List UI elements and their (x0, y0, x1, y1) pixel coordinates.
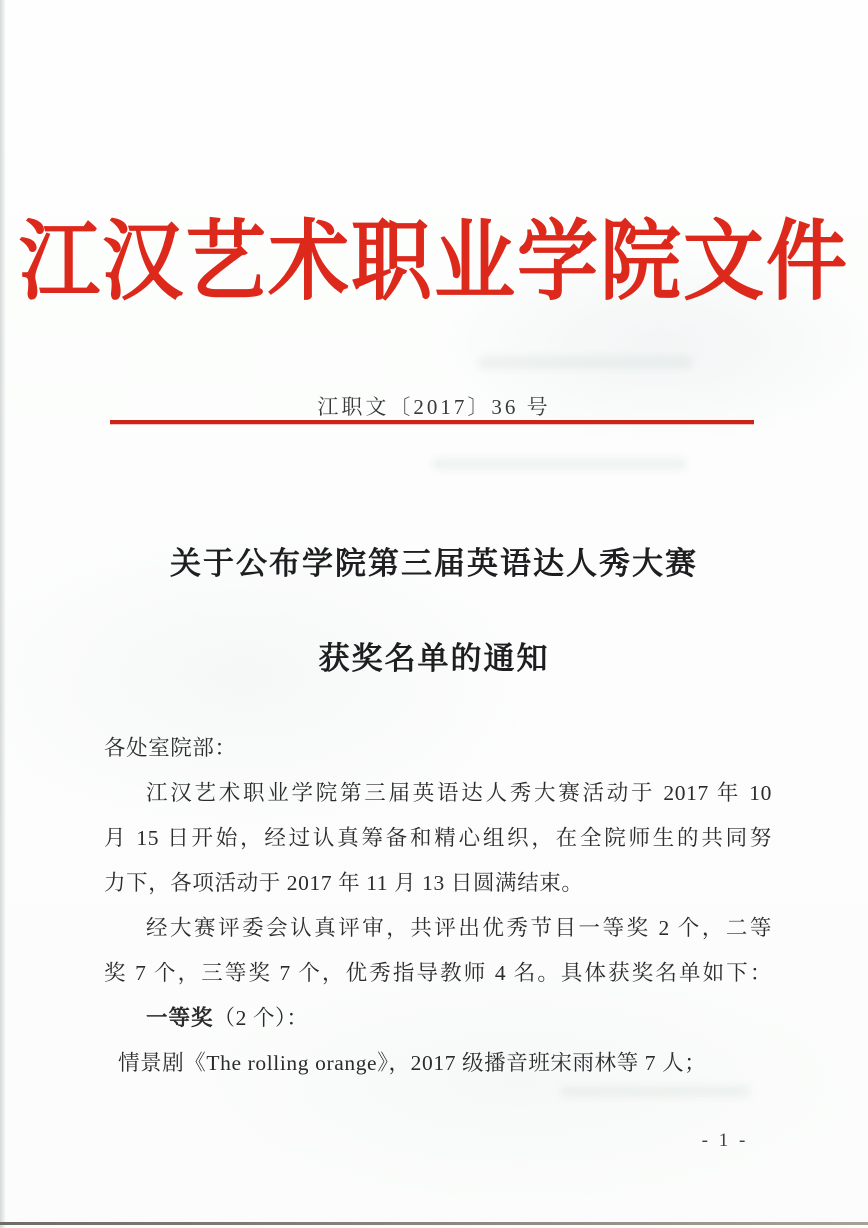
bleedthrough-artifact (478, 356, 693, 369)
scan-left-edge-artifact (0, 0, 6, 1228)
award-winner-line: 情景剧《The rolling orange》，2017 级播音班宋雨林等 7 人； (118, 1051, 707, 1075)
notice-title-line2: 获奖名单的通知 (318, 641, 550, 676)
body-line-1: 江汉艺术职业学院第三届英语达人秀大赛活动于 2017 年 10 (146, 781, 772, 805)
salutation: 各处室院部： (104, 736, 237, 760)
page-number: - 1 - (701, 1130, 749, 1151)
award-grade-label: 一等奖 (146, 1006, 214, 1030)
award-grade-count: （2 个）： (213, 1006, 309, 1030)
body-line-4: 经大赛评委会认真评审，共评出优秀节目一等奖 2 个，二等 (146, 916, 772, 940)
scan-bottom-edge-artifact (0, 1222, 868, 1225)
body-line-5: 奖 7 个，三等奖 7 个，优秀指导教师 4 名。具体获奖名单如下： (104, 961, 772, 985)
body-line-2: 月 15 日开始，经过认真筹备和精心组织，在全院师生的共同努 (104, 826, 772, 850)
document-reference-number: 江职文〔2017〕36 号 (317, 395, 551, 419)
notice-title-line1: 关于公布学院第三届英语达人秀大赛 (170, 546, 698, 581)
red-separator-rule (110, 420, 754, 424)
document-body (104, 726, 772, 1086)
letterhead-title: 江汉艺术职业学院文件 (18, 213, 849, 311)
award-grade-heading (104, 996, 772, 1041)
body-line-3: 力下，各项活动于 2017 年 11 月 13 日圆满结束。 (104, 871, 584, 895)
bleedthrough-artifact (560, 1086, 750, 1097)
bleedthrough-artifact (432, 458, 687, 470)
